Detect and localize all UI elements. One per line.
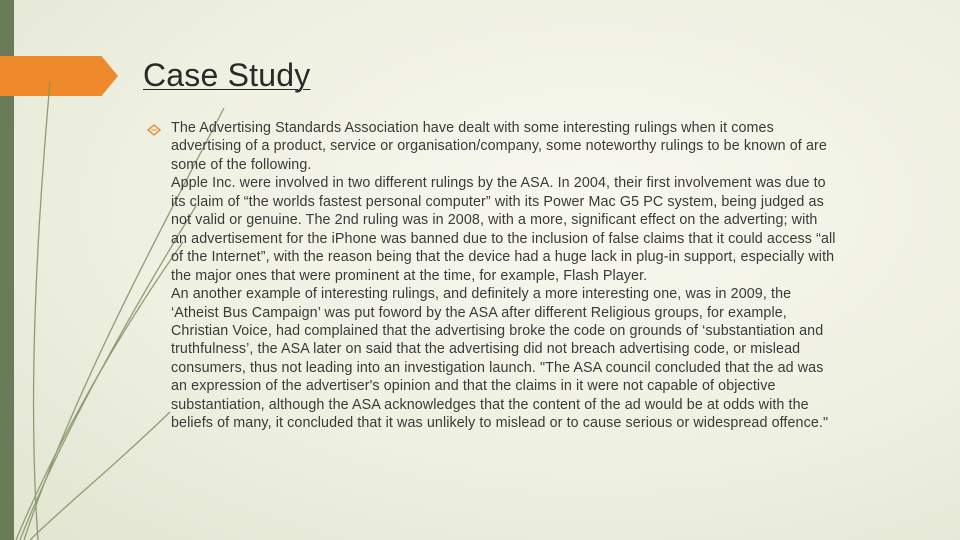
content-area [147,119,837,433]
bullet-item [147,119,837,433]
title-accent-tab [0,56,118,96]
paragraph: The Advertising Standards Association have dealt with some interesting rulings when it comes advertising of a product, service or organisation/company, some noteworthy rulings to be known of are some of the following. [171,120,827,173]
slide-title: Case Study [143,57,311,93]
diamond-outline-icon [147,124,161,136]
paragraph: Apple Inc. were involved in two different rulings by the ASA. In 2004, their first involvement was due to its claim of “the worlds fastest personal computer” with its Power Mac G5 PC system, being judged as not valid or genuine. The 2nd ruling was in 2008, with a more, significant effect on the adverting; with an advertisement for the iPhone was banned due to the inclusion of false claims that it could access “all of the Internet”, with the reason being that the device had a huge lack in plug-in support, especially with the major ones that were prominent at the time, for example, Flash Player. [171,175,836,284]
paragraph: An another example of interesting rulings, and definitely a more interesting one, was in 2009, the ‘Atheist Bus Campaign’ was put foword by the ASA after different Religious groups, for example, Christian Voice, had complained that the advertising broke the code on grounds of ‘substantiation and truthfulness’, the ASA later on said that the advertising did not breach advertising code, or mislead consumers, thus not leading into an investigation launch. "The ASA council concluded that the ad was an expression of the advertiser's opinion and that the claims in it were not capable of objective substantiation, although the ASA acknowledges that the content of the ad would be at odds with the beliefs of many, it concluded that it was unlikely to mislead or to cause serious or widespread offence." [171,286,829,432]
